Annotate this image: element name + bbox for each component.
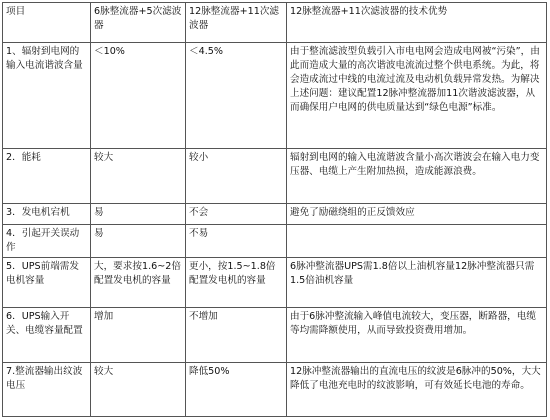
cell-advantage: 6脉冲整流器UPS需1.8倍以上油机容量12脉冲整流器只需1.5倍油机容量 xyxy=(287,258,547,308)
table-row xyxy=(3,225,547,258)
cell-item: 2．能耗 xyxy=(3,149,91,204)
cell-advantage xyxy=(287,225,547,258)
cell-advantage: 由于整流滤波型负载引入市电电网会造成电网被“污染”，由此而造成大量的高次谐波电流流过整个供电系统。为此，将会造成流过中线的电流过流及电动机负载异常发热。为解决上述问题：建议配置12脉冲整流器加11次谐波滤波器，从而确保用户电网的供电质量达到“绿色电源”标准。 xyxy=(287,43,547,149)
header-6-pulse: 6脉整流器+5次滤波器 xyxy=(91,3,186,43)
cell-6-pulse: 较大 xyxy=(91,363,186,417)
table-row xyxy=(3,149,547,204)
cell-6-pulse: 大，要求按1.6~2倍配置发电机的容量 xyxy=(91,258,186,308)
cell-advantage: 12脉冲整流器输出的直流电压的纹波是6脉冲的50%，大大降低了电池充电时的纹波影响，可有效延长电池的寿命。 xyxy=(287,363,547,417)
cell-12-pulse: 不会 xyxy=(186,204,287,225)
cell-12-pulse: 降低50% xyxy=(186,363,287,417)
cell-6-pulse: 易 xyxy=(91,204,186,225)
cell-12-pulse: ＜4.5% xyxy=(186,43,287,149)
cell-12-pulse: 较小 xyxy=(186,149,287,204)
cell-item: 7.整流器输出纹波电压 xyxy=(3,363,91,417)
table-row xyxy=(3,308,547,363)
cell-12-pulse: 更小，按1.5~1.8倍配置发电机的容量 xyxy=(186,258,287,308)
table-row xyxy=(3,363,547,417)
cell-item: 4．引起开关误动作 xyxy=(3,225,91,258)
cell-advantage: 由于6脉冲整流输入峰值电流较大，变压器，断路器，电缆等均需降额使用，从而导致投资费用增加。 xyxy=(287,308,547,363)
header-item: 项目 xyxy=(3,3,91,43)
cell-6-pulse: 增加 xyxy=(91,308,186,363)
header-advantage: 12脉整流器+11次滤波器的技术优势 xyxy=(287,3,547,43)
cell-item: 1、辐射到电网的输入电流谐波含量 xyxy=(3,43,91,149)
table-row xyxy=(3,204,547,225)
cell-6-pulse: 较大 xyxy=(91,149,186,204)
cell-advantage: 辐射到电网的输入电流谐波含量小高次谐波会在输入电力变压器、电缆上产生附加热损，造成能源浪费。 xyxy=(287,149,547,204)
cell-6-pulse: ＜10% xyxy=(91,43,186,149)
cell-6-pulse: 易 xyxy=(91,225,186,258)
cell-item: 5．UPS前端需发电机容量 xyxy=(3,258,91,308)
cell-advantage: 避免了励磁绕组的正反馈效应 xyxy=(287,204,547,225)
cell-12-pulse: 不增加 xyxy=(186,308,287,363)
comparison-table xyxy=(2,2,547,417)
table-row xyxy=(3,43,547,149)
table-header-row xyxy=(3,3,547,43)
cell-12-pulse: 不易 xyxy=(186,225,287,258)
header-12-pulse: 12脉整流器+11次滤波器 xyxy=(186,3,287,43)
table-row xyxy=(3,258,547,308)
cell-item: 6．UPS输入开关、电缆容量配置 xyxy=(3,308,91,363)
cell-item: 3．发电机宕机 xyxy=(3,204,91,225)
